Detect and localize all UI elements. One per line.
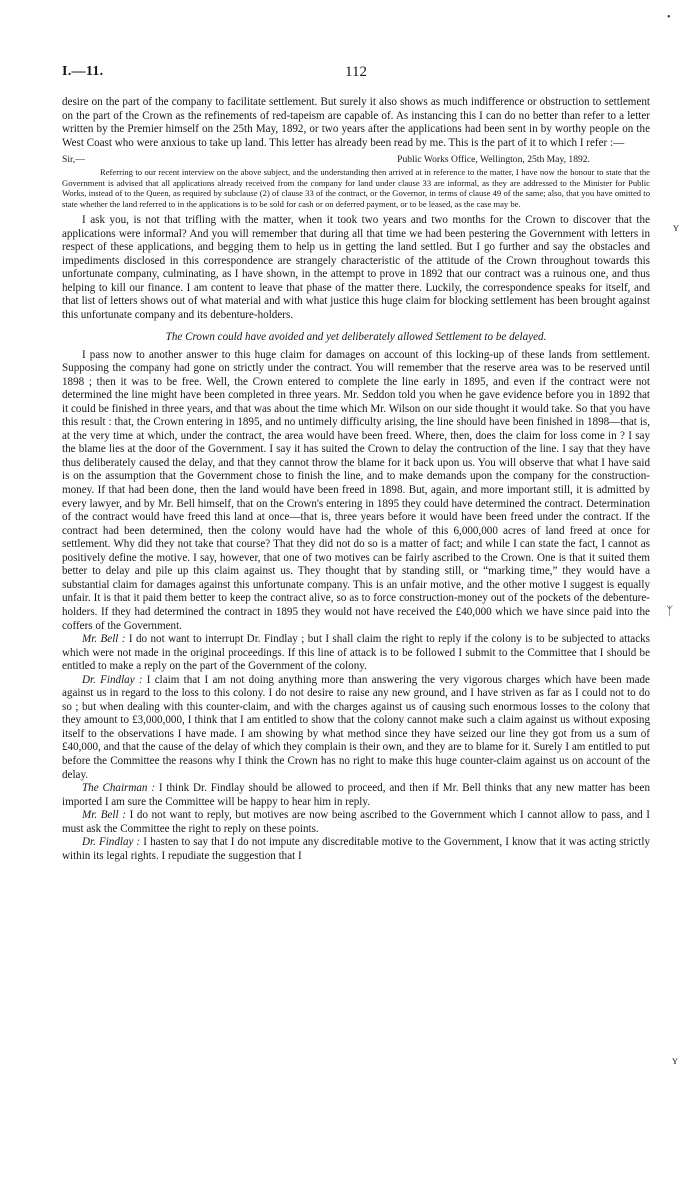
- speech-text: I hasten to say that I do not impute any discreditable motive to the Government, I know that it was acting strictly within its legal rights. I repudiate the suggestion that I: [62, 836, 651, 862]
- letter-heading: [62, 154, 650, 166]
- speech-text: I claim that I am not doing anything more than answering the very vigorous charges which have been made against us in regard to the loss to this colony. I do not desire to raise any new ground, and I have striven as far as I could not to do so ; but when dealing with this counter-claim, and with the charges against us of causing such enormous losses to the colony that they amount to £3,000,000, I think that I am entitled to show that the colony cannot make such a claim against us without exposing itself to the observations I have made. I am showing by what method since they have seized our line they got from us a sum of £40,000, and that the cause of the delay of which they complain is their own, and they are to blame for it. Surely I am entitled to put before the Committee the reasons why I think the Crown has no right to make this huge counter-claim against us on account of the delay.: [62, 673, 650, 781]
- speech-paragraph: [62, 836, 650, 863]
- speaker-name: Dr. Findlay :: [82, 673, 143, 686]
- speech-paragraph: [62, 674, 650, 782]
- margin-mark: ᛉ: [666, 604, 674, 618]
- scan-speck: •: [667, 12, 671, 23]
- letter-body: Referring to our recent interview on the above subject, and the understanding then arrived at in reference to the matter, I have now the honour to state that the Government is advised that all applications already received from the company for land under clause 33 are informal, as they are addressed to the Minister for Public Works, instead of to the Queen, as required by subclause (2) of clause 33 of the contract, or the Governor, in terms of clause 49 of the same; also, that you have omitted to state whether the land referred to in the applications is to be sold for cash or on deferred payment, or to be leased, as the case may be.: [62, 167, 650, 209]
- paragraph: I pass now to another answer to this huge claim for damages on account of this locking-up of these lands from settlement. Supposing the company had gone on strictly under the contract. You will remember that the reserve area was to be reserved until 1898 ; then it was to be free. Well, the Crown entered to complete the line early in 1895, and even if the contract were not determined the line might have been completed in three years. Mr. Seddon told you when he gave evidence before you in 1892 that it could be finished in three years, and that was about the time which Mr. Wilson on our side thought it would take. So that you have this result : that, the Crown entering in 1895, and no untimely difficulty arising, the line should have been finished in 1898—that is, at the very time at which, under the contract, the area would have been freed. Where, then, does the claim for loss come in ? I say the blame lies at the door of the Government. I say it has suited the Crown to delay the contruction of the line. I say that they have thus deliberately caused the delay, and that they cannot throw the blame for it back upon us. You will observe that what I have said is on the assumption that the Government chose to finish the line, and to make demands upon the company for the construction-money. If that had been done, then the land would have been freed in 1898. But, again, and more important still, it is admitted by every lawyer, and by Mr. Bell himself, that on the Crown's entering in 1895 they could have determined the contract. Determination of the contract would have freed this land at once—that is, three years before it would have been freed under the contract. If the contract had been determined, then the colony would have had the whole of this 6,000,000 acres of land freed at once for settlement. Why did they not take that course? That they did not do so is a matter of fact; and while I can state the fact, I cannot as positively define the motive. I say, however, that one of two motives can be fairly ascribed to the Crown. One is that it suited them better to delay and pile up this claim against us. They thought that by standing still, or “marking time,” they would have a substantial claim for damages against this unfortunate company. This is an unfair motive, and the other motive I suggest is equally unfair. It is that it paid them better to keep the contract alive, so as to force construction-money out of the pockets of the debenture-holders. If they had determined the contract in 1895 they would not have received the £40,000 which we have since paid into the coffers of the Government.: [62, 348, 650, 632]
- page-number: 112: [345, 64, 367, 80]
- page-body: [62, 96, 650, 863]
- document-reference: I.—11.: [62, 64, 104, 79]
- page-header: [62, 64, 650, 84]
- speech-paragraph: [62, 809, 650, 836]
- margin-mark: ʏ: [673, 220, 679, 234]
- margin-mark: ʏ: [672, 1053, 678, 1067]
- speaker-name: Mr. Bell :: [82, 809, 126, 822]
- section-heading: The Crown could have avoided and yet deliberately allowed Settlement to be delayed.: [165, 330, 547, 343]
- speech-text: I do not want to reply, but motives are now being ascribed to the Government which I cannot allow to pass, and I must ask the Committee the right to reply on these points.: [62, 809, 650, 835]
- speaker-name: The Chairman :: [82, 782, 156, 795]
- letter-salutation: Sir,—: [62, 154, 85, 166]
- speaker-name: Dr. Findlay :: [82, 836, 141, 849]
- paragraph-continuation: desire on the part of the company to facilitate settlement. But surely it also shows as much indifference or obstruction to settlement on the part of the Crown as the refinements of red-tapeism are capable of. As instancing this I can do no better than refer to a letter written by the Premier himself on the 25th May, 1892, or two years after the applications had been sent in by worthy people on the West Coast who were anxious to take up land. This letter has already been read by me. This is the part of it to which I refer :—: [62, 96, 650, 149]
- paragraph: I ask you, is not that trifling with the matter, when it took two years and two months for the Crown to discover that the applications were informal? And you will remember that during all that time we had been pestering the Government with letters in respect of these applications, and begging them to help us in getting the land settled. But I go further and say the obstacles and impediments disclosed in this correspondence are strangely characteristic of the attitude of the Crown throughout towards this unfortunate company, culminating, as I have shown, in the attempt to prove in 1892 that our contract was a ruinous one, and thus helping to kill our finance. I am content to leave that phase of the matter there. Luckily, the correspondence speaks for itself, and that list of letters shows out of what material and with what justice this huge claim for blocking settlement has been brought against this unfortunate company and its debenture-holders.: [62, 214, 650, 322]
- speech-paragraph: [62, 782, 650, 809]
- speech-paragraph: [62, 633, 650, 674]
- quoted-letter: [62, 167, 650, 209]
- speaker-name: Mr. Bell :: [82, 633, 126, 646]
- speech-text: I think Dr. Findlay should be allowed to proceed, and then if Mr. Bell thinks that any new matter has been imported I am sure the Committee will be happy to hear him in reply.: [62, 782, 650, 808]
- letter-address: Public Works Office, Wellington, 25th May, 1892.: [397, 154, 590, 166]
- speech-text: I do not want to interrupt Dr. Findlay ; but I shall claim the right to reply if the colony is to be subjected to attacks which were not made in the original proceedings. If this line of attack is to be followed I submit to the Committee that I should be entitled to make a reply on the part of the Government of the colony.: [62, 633, 650, 673]
